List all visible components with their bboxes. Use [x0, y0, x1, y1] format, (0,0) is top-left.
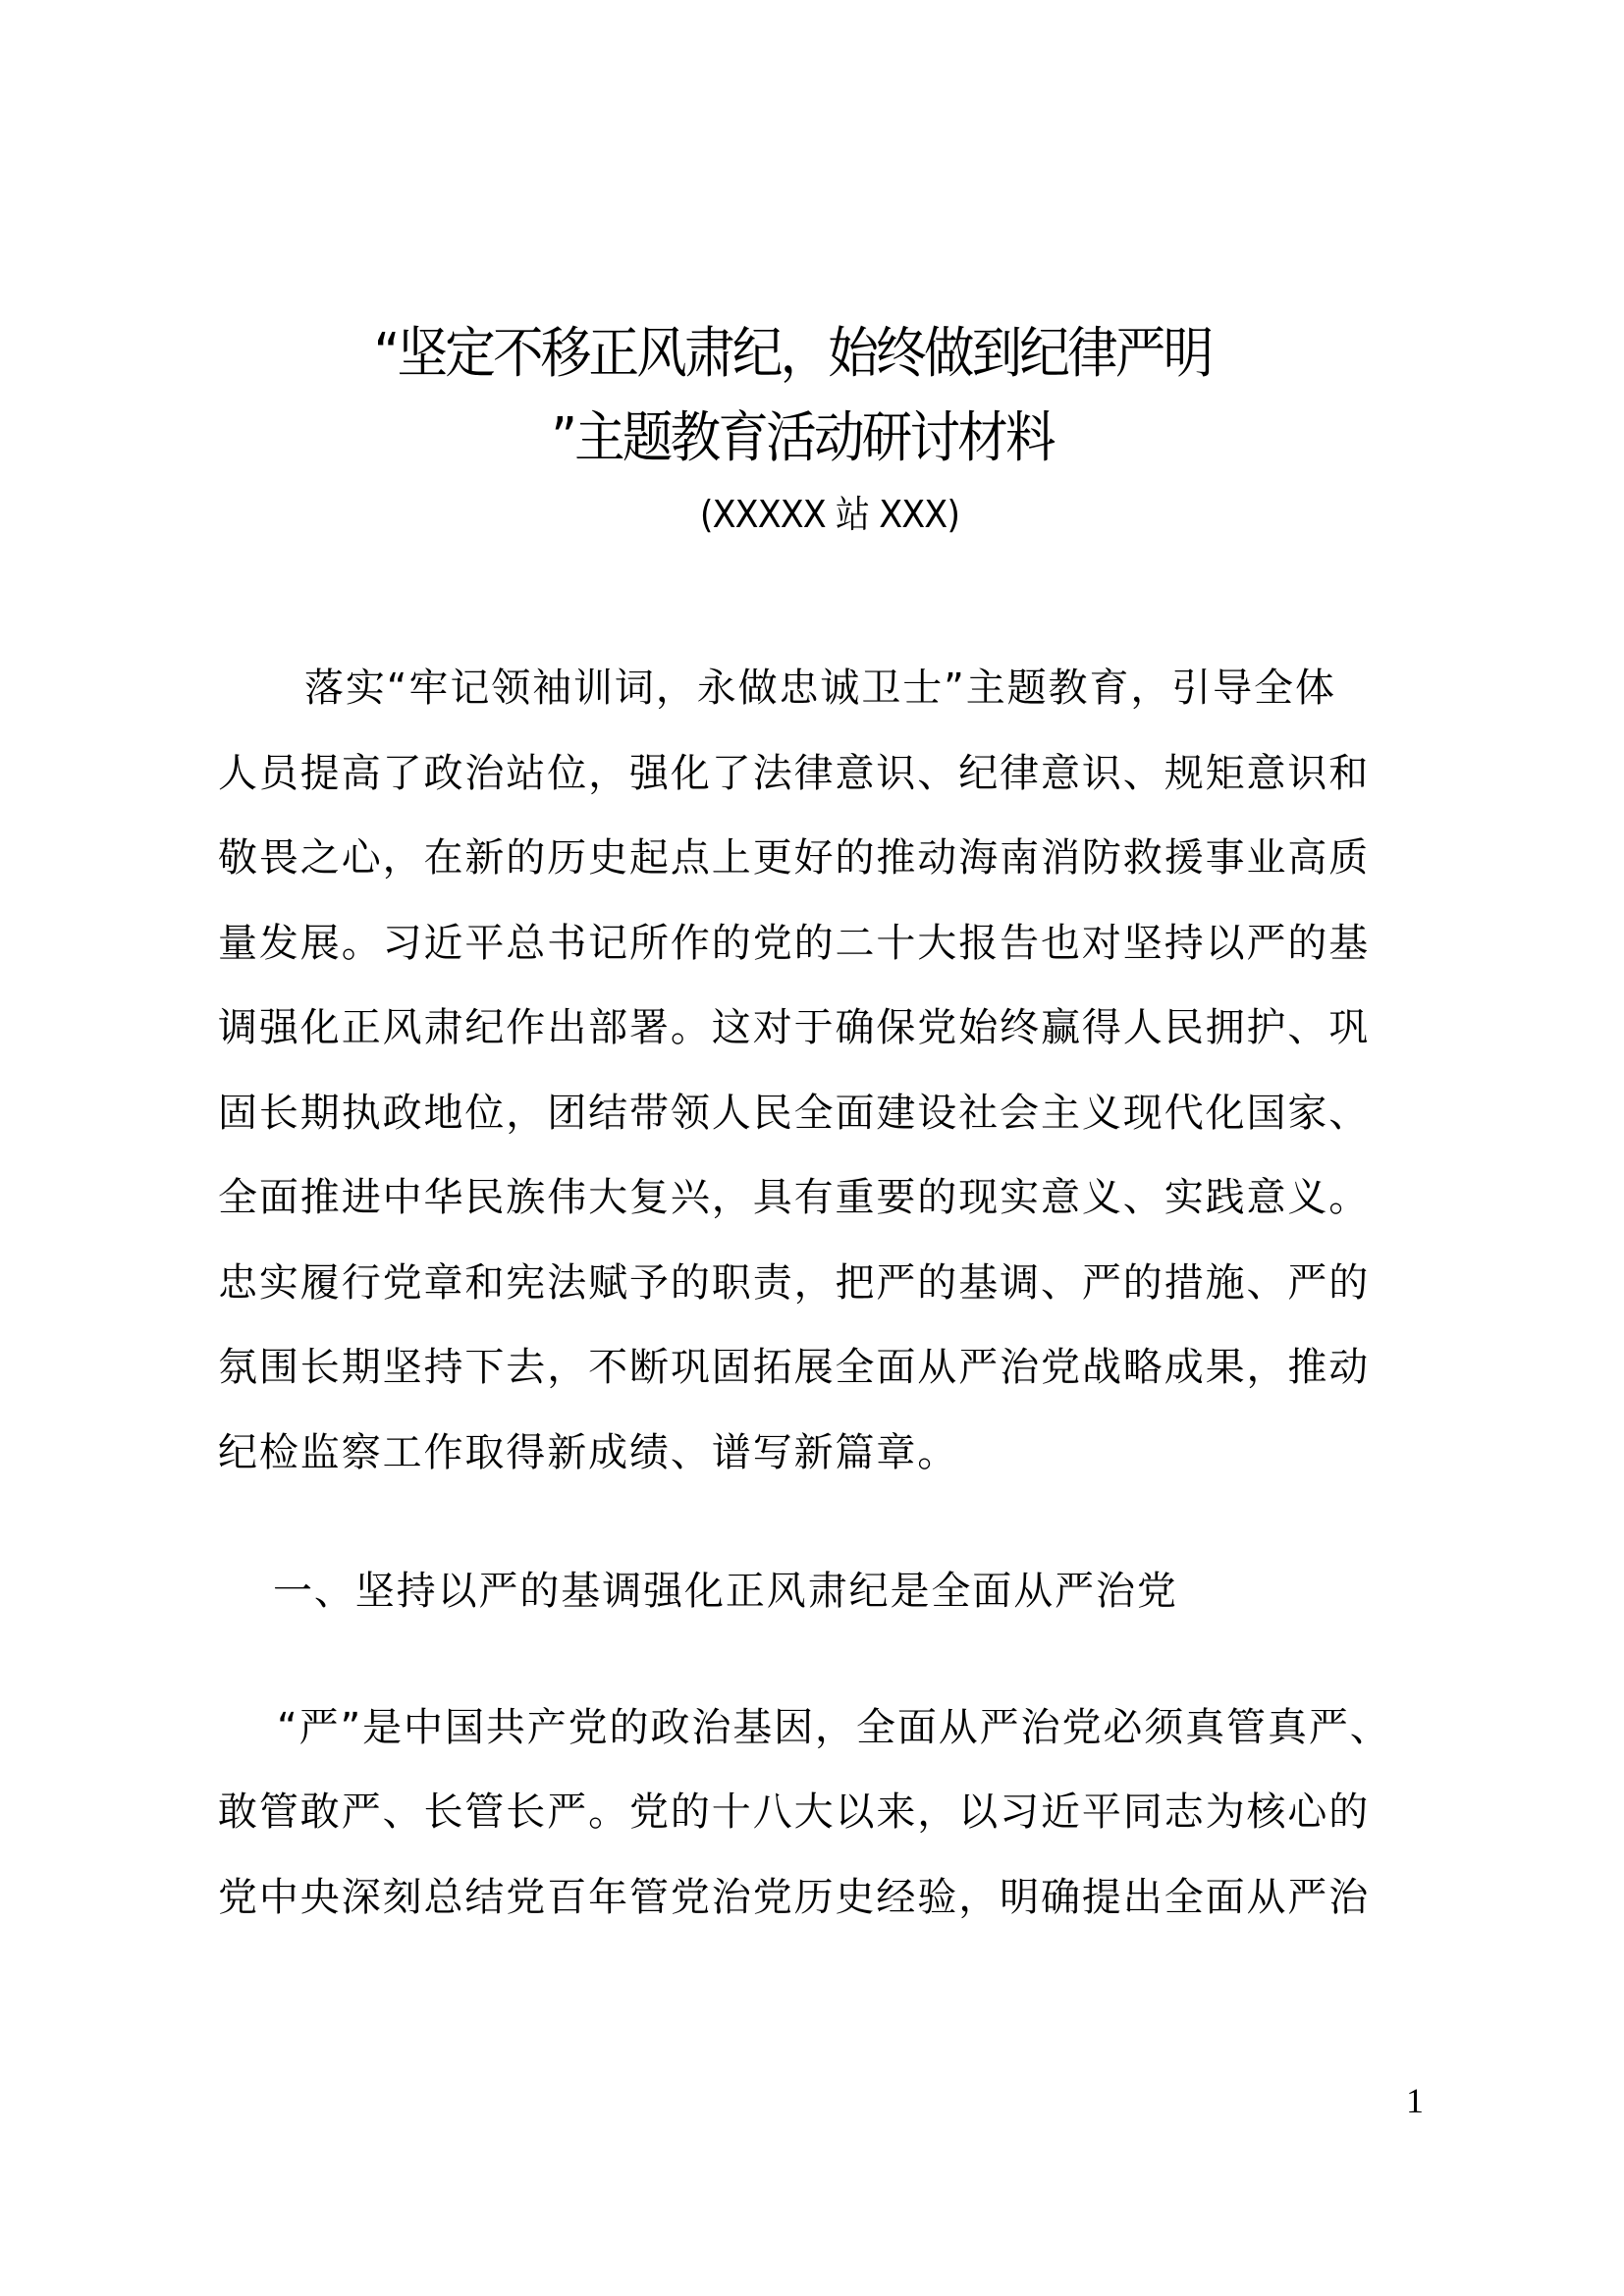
document-author: (XXXXX 站 XXX): [699, 493, 960, 536]
page-number: 1: [1406, 2081, 1424, 2120]
paragraph-line: 纪检监察工作取得新成绩、谱写新篇章。: [218, 1429, 959, 1475]
paragraph-line: 党中央深刻总结党百年管党治党历史经验，明确提出全面从严治: [218, 1874, 1371, 1920]
title-block: [0, 312, 1624, 544]
document-title-line-2: ”主题教育活动研讨材料: [551, 406, 1054, 470]
paragraph-line: 固长期执政地位，团结带领人民全面建设社会主义现代化国家、: [218, 1090, 1371, 1136]
document-title-line-1: “坚定不移正风肃纪，始终做到纪律严明: [373, 322, 1212, 386]
paragraph-line: 量发展。习近平总书记所作的党的二十大报告也对坚持以严的基: [218, 920, 1371, 966]
paragraph-line: 敬畏之心，在新的历史起点上更好的推动海南消防救援事业高质: [218, 835, 1371, 881]
paragraph-line: 全面推进中华民族伟大复兴，具有重要的现实意义、实践意义。: [218, 1175, 1371, 1220]
paragraph-line: 氛围长期坚持下去，不断巩固拓展全面从严治党战略成果，推动: [218, 1345, 1371, 1390]
intro-paragraph: [218, 646, 1440, 1495]
paragraph-line: 敢管敢严、长管长严。党的十八大以来，以习近平同志为核心的: [218, 1789, 1371, 1835]
section-paragraph: [218, 1685, 1440, 1941]
paragraph-line: 人员提高了政治站位，强化了法律意识、纪律意识、规矩意识和: [218, 750, 1371, 796]
section-heading: 一、坚持以严的基调强化正风肃纪是全面从严治党: [273, 1569, 1178, 1614]
paragraph-line: 调强化正风肃纪作出部署。这对于确保党始终赢得人民拥护、巩: [218, 1005, 1371, 1050]
document-body: [218, 646, 1440, 1940]
paragraph-line: 忠实履行党章和宪法赋予的职责，把严的基调、严的措施、严的: [218, 1259, 1371, 1306]
paragraph-line: 落实“牢记领袖训词，永做忠诚卫士”主题教育，引导全体: [304, 666, 1336, 711]
paragraph-line: “严”是中国共产党的政治基因，全面从严治党必须真管真严、: [277, 1704, 1391, 1750]
